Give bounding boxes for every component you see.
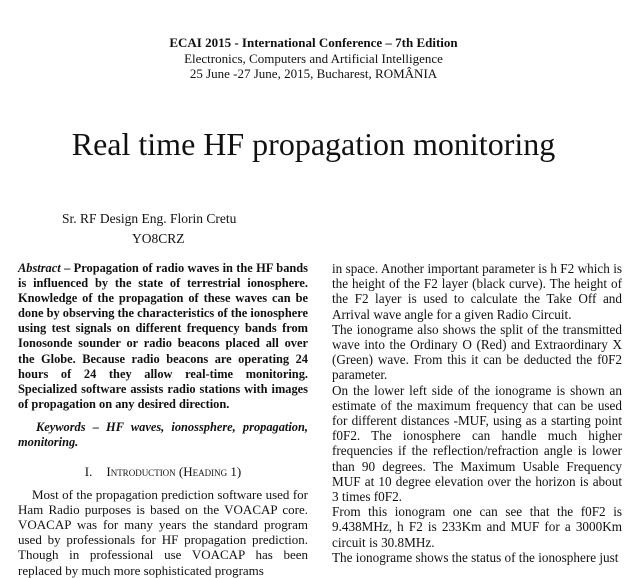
section-number: I.	[84, 464, 93, 480]
intro-paragraph: Most of the propagation prediction software used for Ham Radio purposes is based on the VOACAP core. VOACAP was for many years the standard program used by professionals for HF propagation prediction. Though in professional use VOACAP has been replaced by much more sophisticated programs	[18, 486, 308, 578]
abstract-dash: –	[60, 261, 74, 275]
paragraph-hf2: in space. Another important parameter is h F2 which is the height of the F2 layer (black curve). The height of the F2 layer is used to calculate the Take Off and Arrival wave angle for a given Radio Circuit.	[332, 261, 622, 322]
right-column	[332, 261, 622, 565]
paper-title: Real time HF propagation monitoring	[71, 126, 556, 162]
paragraph-ionograme-split: The ionograme also shows the split of the transmitted wave into the Ordinary O (Red) and Extraordinary X (Green) wave. From this it can be deducted the f0F2 parameter.	[332, 321, 622, 383]
abstract-label: Abstract	[18, 261, 61, 275]
author-name: Sr. RF Design Eng. Florin Cretu	[62, 211, 237, 226]
conference-subtitle: Electronics, Computers and Artificial Intelligence	[184, 50, 443, 66]
section-title: Introduction (Heading 1)	[106, 464, 242, 480]
keywords: Keywords – HF waves, ionossphere, propagation, monitoring.	[18, 419, 308, 450]
paper-header	[0, 35, 627, 82]
author-block	[62, 209, 236, 249]
section-heading-introduction	[18, 464, 308, 479]
paragraph-values: From this ionogram one can see that the f0F2 is 9.438MHz, h F2 is 233Km and MUF for a 3000Km circuit is 30.8MHz.	[332, 504, 622, 550]
paragraph-muf: On the lower left side of the ionograme is shown an estimate of the maximum frequency that can be used for different distances -MUF, using as a starting point f0F2. The ionosphere can handle much higher frequencies if the reflection/refraction angle is lower than 90 degrees. The Maximum Usable Frequency MUF at 10 degree elevation over the horizon is about 3 times f0F2.	[332, 382, 622, 505]
conference-name: ECAI 2015 - International Conference – 7th Edition	[169, 35, 458, 50]
abstract	[18, 261, 308, 412]
paragraph-status: The ionograme shows the status of the ionosphere just	[332, 549, 619, 565]
left-column	[18, 261, 308, 578]
author-callsign: YO8CRZ	[132, 231, 185, 246]
conference-dates: 25 June -27 June, 2015, Bucharest, ROMÂNIA	[189, 66, 438, 81]
abstract-text: Propagation of radio waves in the HF bands is influenced by the state of terrestrial ionosphere. Knowledge of the propagation of these waves can be done by observing the characteristics of the ionosphere using test signals on different frequency bands from Ionosonde sounder or radio beacons placed all over the Globe. Because radio beacons are operating 24 hours of 24 they allow real-time monitoring. Specialized software assists radio stations with images of propagation on any desired direction.	[18, 261, 308, 411]
